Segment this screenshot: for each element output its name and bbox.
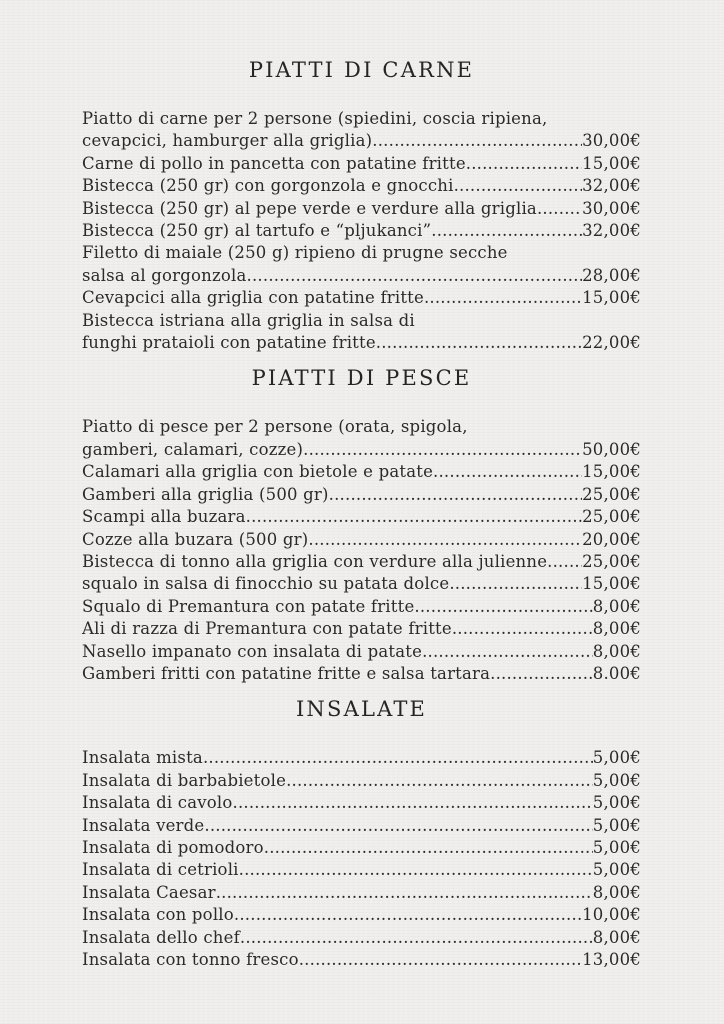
item-name: Gamberi fritti con patatine fritte e salsa tartara <box>82 663 491 683</box>
item-price: 8,00€ <box>592 619 641 639</box>
item-price: 10,00€ <box>582 905 641 925</box>
item-name: Insalata con tonno fresco <box>82 950 299 969</box>
dotted-leader <box>414 596 592 618</box>
item-price: 5,00€ <box>592 748 641 768</box>
dotted-leader <box>204 815 592 837</box>
menu-item-row <box>82 130 641 152</box>
item-price: 25,00€ <box>582 484 641 504</box>
menu-item-list <box>82 416 641 685</box>
section-title: PIATTI DI CARNE <box>248 58 475 82</box>
dotted-leader <box>233 792 593 814</box>
item-name: Calamari alla griglia con bietole e patate <box>82 462 434 482</box>
menu-item-row <box>82 770 641 792</box>
item-price: 30,00€ <box>582 198 641 218</box>
dotted-leader <box>240 927 593 949</box>
item-name: Gamberi alla griglia (500 gr) <box>82 484 329 504</box>
menu-item <box>82 551 641 573</box>
menu-item <box>82 904 641 926</box>
menu-item-row <box>82 332 641 354</box>
item-price: 5,00€ <box>592 793 641 813</box>
menu-item <box>82 618 641 640</box>
dotted-leader <box>203 747 593 769</box>
menu-item-row <box>82 484 641 506</box>
menu-item-row <box>82 596 641 618</box>
dotted-leader <box>376 332 582 354</box>
dotted-leader <box>234 904 582 926</box>
item-price: 22,00€ <box>582 333 641 353</box>
item-price: 5,00€ <box>592 770 641 790</box>
menu-item-row <box>82 792 641 814</box>
item-price: 15,00€ <box>582 574 641 594</box>
item-price: 13,00€ <box>582 950 641 969</box>
section-title: PIATTI DI PESCE <box>251 366 472 391</box>
item-name: funghi prataioli con patatine fritte <box>82 333 376 353</box>
dotted-leader <box>286 770 593 792</box>
item-name: cevapcici, hamburger alla griglia) <box>82 131 373 151</box>
menu-item <box>82 949 641 971</box>
menu-item <box>82 927 641 949</box>
menu-sections-container <box>82 56 641 971</box>
item-name-line1: Piatto di carne per 2 persone (spiedini, coscia ripiena, <box>82 109 548 128</box>
dotted-leader <box>329 484 582 506</box>
menu-item-row <box>82 529 641 551</box>
dotted-leader <box>246 506 582 528</box>
item-price: 5,00€ <box>592 815 641 835</box>
menu-item <box>82 310 641 355</box>
menu-item-row <box>82 551 641 573</box>
menu-item-list <box>82 108 641 354</box>
item-name: Bistecca (250 gr) al pepe verde e verdure alla griglia <box>82 198 537 218</box>
menu-item-row <box>82 220 641 242</box>
menu-item <box>82 108 641 153</box>
menu-item-row <box>82 265 641 287</box>
item-name-line1: Filetto di maiale (250 g) ripieno di prugne secche <box>82 243 508 263</box>
menu-item-row <box>82 618 641 640</box>
item-name: Cevapcici alla griglia con patatine fritte <box>82 288 424 308</box>
menu-item <box>82 484 641 506</box>
section-title: INSALATE <box>295 697 428 722</box>
item-price: 8,00€ <box>592 641 641 661</box>
item-price: 28,00€ <box>582 265 641 285</box>
dotted-leader <box>431 220 582 242</box>
menu-item <box>82 153 641 175</box>
menu-item-list <box>82 747 641 971</box>
menu-section <box>82 364 641 685</box>
dotted-leader <box>422 641 593 663</box>
item-name: Insalata di cavolo <box>82 793 233 813</box>
item-price: 30,00€ <box>582 131 641 151</box>
item-name: Carne di pollo in pancetta con patatine fritte <box>82 153 466 173</box>
item-name: squalo in salsa di finocchio su patata dolce <box>82 574 450 594</box>
item-name: Ali di razza di Premantura con patate fritte <box>82 619 452 639</box>
item-name: Insalata di cetrioli <box>82 860 239 880</box>
menu-item <box>82 175 641 197</box>
menu-item <box>82 663 641 685</box>
menu-item <box>82 287 641 309</box>
menu-item <box>82 529 641 551</box>
menu-item <box>82 220 641 242</box>
dotted-leader <box>308 529 582 551</box>
item-price: 8.00€ <box>592 663 641 683</box>
item-name: Insalata Caesar <box>82 882 216 902</box>
item-name: Insalata di barbabietole <box>82 770 287 790</box>
menu-item <box>82 882 641 904</box>
dotted-leader <box>433 461 582 483</box>
item-name: Scampi alla buzara <box>82 507 246 527</box>
dotted-leader <box>372 130 582 152</box>
menu-item-row <box>82 573 641 595</box>
dotted-leader <box>424 287 582 309</box>
dotted-leader <box>454 175 582 197</box>
item-price: 15,00€ <box>582 153 641 173</box>
dotted-leader <box>452 618 593 640</box>
item-name: gamberi, calamari, cozze) <box>82 439 304 459</box>
menu-item-row <box>82 461 641 483</box>
dotted-leader <box>490 663 593 685</box>
item-name: Insalata mista <box>82 748 203 768</box>
menu-item-row <box>82 287 641 309</box>
item-name: Nasello impanato con insalata di patate <box>82 641 423 661</box>
item-price: 15,00€ <box>582 288 641 308</box>
item-price: 15,00€ <box>582 462 641 482</box>
item-name: Insalata di pomodoro <box>82 837 264 857</box>
item-price: 8,00€ <box>592 927 641 947</box>
dotted-leader <box>299 949 582 971</box>
dotted-leader <box>239 859 593 881</box>
dotted-leader <box>264 837 593 859</box>
menu-item <box>82 859 641 881</box>
item-price: 25,00€ <box>582 507 641 527</box>
dotted-leader <box>247 265 583 287</box>
item-price: 25,00€ <box>582 551 641 571</box>
item-price: 5,00€ <box>592 837 641 857</box>
menu-item-row <box>82 927 641 949</box>
menu-item <box>82 198 641 220</box>
menu-item <box>82 815 641 837</box>
menu-section <box>82 56 641 354</box>
item-name: Insalata con pollo <box>82 905 234 925</box>
menu-item <box>82 416 641 461</box>
menu-item <box>82 596 641 618</box>
item-name: Insalata verde <box>82 815 205 835</box>
item-price: 5,00€ <box>592 860 641 880</box>
dotted-leader <box>449 573 582 595</box>
item-name-line1: Bistecca istriana alla griglia in salsa di <box>82 310 415 330</box>
menu-item <box>82 747 641 769</box>
menu-item-row <box>82 641 641 663</box>
menu-item <box>82 242 641 287</box>
item-price: 32,00€ <box>582 221 641 241</box>
menu-item-row <box>82 949 641 971</box>
menu-item <box>82 641 641 663</box>
menu-item <box>82 837 641 859</box>
item-price: 20,00€ <box>582 529 641 549</box>
item-price: 8,00€ <box>592 596 641 616</box>
menu-item-row <box>82 815 641 837</box>
item-name: Bistecca (250 gr) al tartufo e “pljukanci” <box>82 221 432 241</box>
menu-item-row <box>82 663 641 685</box>
item-name: Cozze alla buzara (500 gr) <box>82 529 309 549</box>
item-name: Squalo di Premantura con patate fritte <box>82 596 415 616</box>
menu-item-row <box>82 153 641 175</box>
item-name-line1: Piatto di pesce per 2 persone (orata, spigola, <box>82 417 468 437</box>
menu-item <box>82 506 641 528</box>
dotted-leader <box>216 882 593 904</box>
menu-item <box>82 573 641 595</box>
dotted-leader <box>303 439 582 461</box>
dotted-leader <box>537 198 582 220</box>
item-name: salsa al gorgonzola <box>82 265 247 285</box>
item-price: 32,00€ <box>582 176 641 196</box>
item-name: Bistecca (250 gr) con gorgonzola e gnocchi <box>82 176 454 196</box>
menu-item-row <box>82 837 641 859</box>
menu-item-row <box>82 439 641 461</box>
dotted-leader <box>547 551 582 573</box>
menu-item-row <box>82 198 641 220</box>
menu-item <box>82 770 641 792</box>
menu-item-row <box>82 882 641 904</box>
menu-section <box>82 695 641 971</box>
menu-item-row <box>82 859 641 881</box>
menu-item-row <box>82 175 641 197</box>
dotted-leader <box>466 153 582 175</box>
menu-item-row <box>82 904 641 926</box>
item-price: 8,00€ <box>592 882 641 902</box>
item-price: 50,00€ <box>582 439 641 459</box>
menu-item-row <box>82 747 641 769</box>
item-name: Insalata dello chef <box>82 927 240 947</box>
menu-item-row <box>82 506 641 528</box>
menu-item <box>82 792 641 814</box>
menu-item <box>82 461 641 483</box>
item-name: Bistecca di tonno alla griglia con verdure alla julienne <box>82 551 548 571</box>
